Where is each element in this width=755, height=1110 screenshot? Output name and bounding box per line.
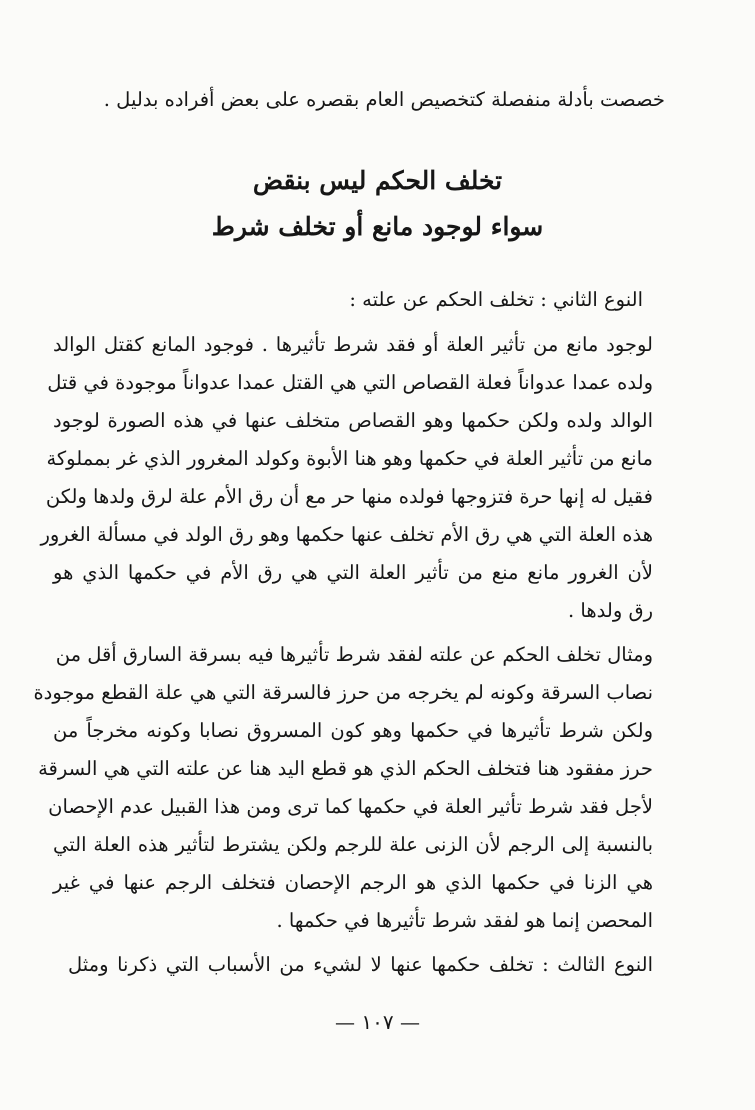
paragraph-1-line: فقيل له إنها حرة فتزوجها فولده منها حر مع أن رق الأم علة لرق ولدها ولكن <box>45 485 653 508</box>
paragraph-1-line: ولده عمدا عدواناً فعلة القصاص التي هي القتل عمدا عدواناً موجودة في قتل <box>47 371 653 394</box>
heading-line-2: سواء لوجود مانع أو تخلف شرط <box>211 212 544 241</box>
paragraph-1-line: مانع من تأثير العلة في حكمها وهو هنا الأبوة وكولد المغرور الذي غر بمملوكة <box>46 447 653 470</box>
paragraph-1-line: رق ولدها . <box>568 599 653 622</box>
paragraph-1-line: لوجود مانع من تأثير العلة أو فقد شرط تأثيرها . فوجود المانع كقتل الوالد <box>53 333 653 356</box>
paragraph-1-line: الوالد ولده ولكن حكمها وهو القصاص متخلف عنها في هذه الصورة لوجود <box>53 409 653 432</box>
paragraph-2-line: هي الزنا في حكمها الذي هو الرجم الإحصان فتخلف الرجم عنها في غير <box>53 871 653 894</box>
paragraph-1-line: هذه العلة التي هي رق الأم تخلف عنها حكمها وهو رق الولد في مسألة الغرور <box>40 523 653 546</box>
paragraph-2-line: ولكن شرط تأثيرها في حكمها وهو كون المسروق نصابا وكونه مخرجاً من <box>53 719 653 742</box>
heading-line-1: تخلف الحكم ليس بنقض <box>252 166 503 195</box>
page-number: — ١٠٧ — <box>335 1010 420 1034</box>
paragraph-2-line: المحصن إنما هو لفقد شرط تأثيرها في حكمها . <box>276 909 653 932</box>
paragraph-2-line: نصاب السرقة وكونه لم يخرجه من حرز فالسرقة التي هي علة القطع موجودة <box>33 681 653 704</box>
paragraph-2-line: بالنسبة إلى الرجم لأن الزنى علة للرجم ولكن يشترط لتأثير هذه العلة التي <box>53 833 653 856</box>
paragraph-2-line: ومثال تخلف الحكم عن علته لفقد شرط تأثيرها فيه بسرقة السارق أقل من <box>55 643 653 666</box>
paragraph-1-line: لأن الغرور مانع منع من تأثير العلة التي هي رق الأم في حكمها الذي هو <box>53 561 653 584</box>
paragraph-2-line: حرز مفقود هنا فتخلف الحكم الذي هو قطع اليد هنا عن علته التي هي السرقة <box>38 757 653 780</box>
intro-line: خصصت بأدلة منفصلة كتخصيص العام بقصره على بعض أفراده بدليل . <box>103 88 665 111</box>
section-2-title: النوع الثاني : تخلف الحكم عن علته : <box>349 288 643 311</box>
section-3-line: النوع الثالث : تخلف حكمها عنها لا لشيء من الأسباب التي ذكرنا ومثل <box>68 953 653 976</box>
paragraph-2-line: لأجل فقد شرط تأثير العلة في حكمها كما ترى ومن هذا القبيل عدم الإحصان <box>48 795 653 818</box>
